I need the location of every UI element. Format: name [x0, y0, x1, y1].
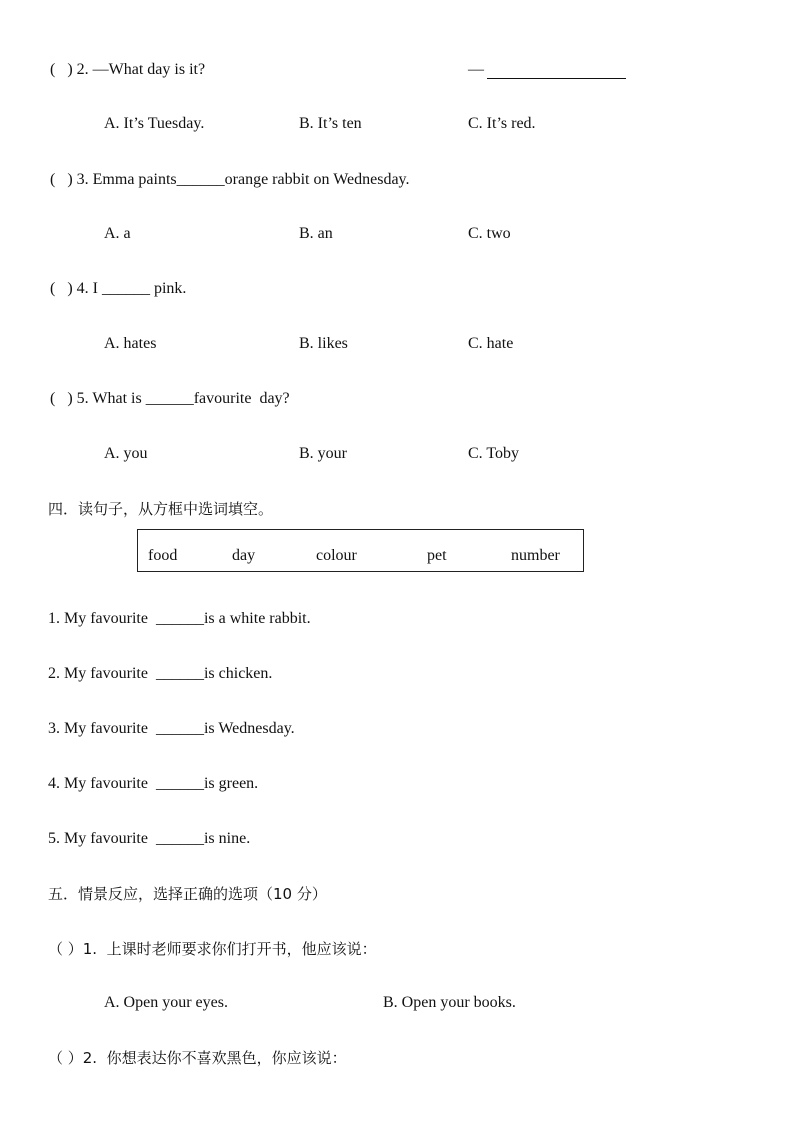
answer-blank-line — [487, 78, 626, 79]
question-5-option-c: C. Toby — [468, 445, 520, 462]
situation-question-1-option-a: A. Open your eyes. — [104, 994, 228, 1011]
fill-sentence-3: 3. My favourite ______is Wednesday. — [48, 720, 295, 737]
question-5-stem: ( ) 5. What is ______favourite day? — [50, 390, 290, 407]
section-4-heading: 四．读句子，从方框中选词填空。 — [48, 500, 274, 518]
situation-question-1-stem: （ ）1. 上课时老师要求你们打开书，他应该说： — [48, 940, 377, 958]
word-box-item: number — [511, 547, 560, 564]
question-5-option-b: B. your — [299, 445, 347, 462]
question-2-answer-prompt: — — [468, 61, 484, 78]
question-2-stem: ( ) 2. —What day is it? — [50, 61, 206, 78]
word-box-item: food — [148, 547, 178, 564]
question-4-stem: ( ) 4. I ______ pink. — [50, 280, 187, 297]
section-5-heading: 五．情景反应，选择正确的选项（10 分） — [48, 885, 327, 903]
question-4-option-c: C. hate — [468, 335, 514, 352]
question-4-option-a: A. hates — [104, 335, 157, 352]
question-5-option-a: A. you — [104, 445, 148, 462]
question-3-option-c: C. two — [468, 225, 511, 242]
question-4-option-b: B. likes — [299, 335, 348, 352]
question-3-stem: ( ) 3. Emma paints______orange rabbit on Wednesday. — [50, 171, 410, 188]
situation-question-2-stem: （ ）2. 你想表达你不喜欢黑色，你应该说： — [48, 1049, 347, 1067]
word-box-item: pet — [427, 547, 447, 564]
fill-sentence-4: 4. My favourite ______is green. — [48, 775, 259, 792]
word-box-item: day — [232, 547, 256, 564]
question-3-option-b: B. an — [299, 225, 333, 242]
fill-sentence-1: 1. My favourite ______is a white rabbit. — [48, 610, 311, 627]
question-2-option-a: A. It’s Tuesday. — [104, 115, 205, 132]
fill-sentence-5: 5. My favourite ______is nine. — [48, 830, 251, 847]
fill-sentence-2: 2. My favourite ______is chicken. — [48, 665, 273, 682]
question-2-option-b: B. It’s ten — [299, 115, 362, 132]
question-3-option-a: A. a — [104, 225, 131, 242]
word-box-item: colour — [316, 547, 357, 564]
situation-question-1-option-b: B. Open your books. — [383, 994, 516, 1011]
question-2-option-c: C. It’s red. — [468, 115, 536, 132]
